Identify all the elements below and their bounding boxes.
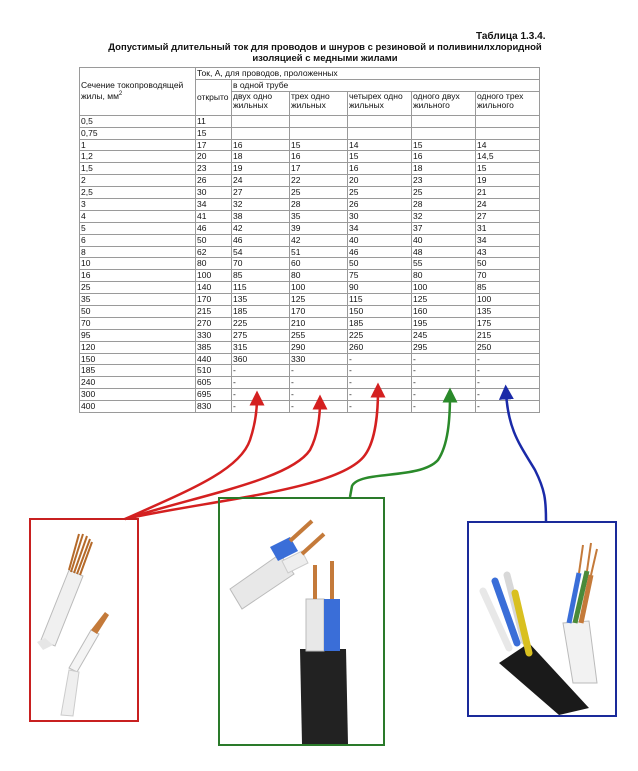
- cell-current: -: [348, 401, 412, 413]
- cell-current: 215: [196, 306, 232, 318]
- cell-section: 16: [80, 270, 196, 282]
- cell-current: 115: [232, 282, 290, 294]
- two-core-cable-image: [220, 499, 383, 744]
- cell-current: 62: [196, 246, 232, 258]
- cell-current: 150: [348, 306, 412, 318]
- cell-current: 85: [232, 270, 290, 282]
- cell-current: 330: [196, 329, 232, 341]
- cell-current: 26: [348, 199, 412, 211]
- cell-current: 46: [348, 246, 412, 258]
- title-line-1: Допустимый длительный ток для проводов и шнуров с резиновой и поливинилхлоридной: [108, 42, 542, 53]
- cell-current: 41: [196, 210, 232, 222]
- cell-current: 115: [348, 294, 412, 306]
- cell-current: 360: [232, 353, 290, 365]
- cell-current: -: [476, 365, 540, 377]
- cell-current: 270: [196, 317, 232, 329]
- cell-current: 50: [348, 258, 412, 270]
- cell-current: 50: [476, 258, 540, 270]
- cell-current: 90: [348, 282, 412, 294]
- cell-current: 26: [196, 175, 232, 187]
- multi-core-cable-photo-frame: [467, 521, 617, 717]
- cell-current: 830: [196, 401, 232, 413]
- cell-section: 25: [80, 282, 196, 294]
- cell-current: 17: [196, 139, 232, 151]
- cell-current: 24: [232, 175, 290, 187]
- cell-current: 14: [476, 139, 540, 151]
- cell-current: -: [348, 377, 412, 389]
- cell-current: 27: [232, 187, 290, 199]
- multi-core-cable-image: [469, 523, 615, 715]
- cell-current: -: [348, 353, 412, 365]
- cell-current: 15: [290, 139, 348, 151]
- cell-section: 1,5: [80, 163, 196, 175]
- cell-current: 275: [232, 329, 290, 341]
- cell-section: 1: [80, 139, 196, 151]
- cell-current: -: [348, 389, 412, 401]
- cell-current: 16: [412, 151, 476, 163]
- cell-section: 1,2: [80, 151, 196, 163]
- cell-current: 510: [196, 365, 232, 377]
- cell-current: 16: [348, 163, 412, 175]
- cell-current: 440: [196, 353, 232, 365]
- cell-current: 225: [232, 317, 290, 329]
- cell-current: 225: [348, 329, 412, 341]
- cell-current: 50: [196, 234, 232, 246]
- cell-current: 34: [476, 234, 540, 246]
- cell-current: 605: [196, 377, 232, 389]
- header-in-one-pipe: в одной трубе: [232, 79, 540, 91]
- two-core-cable-photo-frame: [218, 497, 385, 746]
- cell-section: 2: [80, 175, 196, 187]
- cell-current: 34: [196, 199, 232, 211]
- cell-section: 3: [80, 199, 196, 211]
- cell-current: 27: [476, 210, 540, 222]
- cell-current: -: [290, 377, 348, 389]
- cell-current: 250: [476, 341, 540, 353]
- header-one-two-core: одного двух жильного: [412, 91, 476, 115]
- cell-current: 185: [348, 317, 412, 329]
- cell-section: 300: [80, 389, 196, 401]
- cell-current: -: [412, 353, 476, 365]
- cell-current: 46: [232, 234, 290, 246]
- cell-current: 19: [476, 175, 540, 187]
- cell-current: 22: [290, 175, 348, 187]
- cell-current: 125: [412, 294, 476, 306]
- cell-current: -: [412, 377, 476, 389]
- cell-current: -: [290, 401, 348, 413]
- cell-current: 23: [412, 175, 476, 187]
- cell-current: 30: [196, 187, 232, 199]
- cell-current: 75: [348, 270, 412, 282]
- cell-current: -: [348, 365, 412, 377]
- cell-current: 14,5: [476, 151, 540, 163]
- cell-current: 32: [412, 210, 476, 222]
- cell-current: 18: [412, 163, 476, 175]
- cell-current: 25: [290, 187, 348, 199]
- cell-current: 290: [290, 341, 348, 353]
- cell-current: -: [232, 401, 290, 413]
- cell-current: 15: [412, 139, 476, 151]
- cell-current: 23: [196, 163, 232, 175]
- header-open: открыто: [196, 79, 232, 115]
- cell-current: 80: [196, 258, 232, 270]
- cell-current: 16: [232, 139, 290, 151]
- cell-current: -: [476, 401, 540, 413]
- cell-current: 135: [476, 306, 540, 318]
- cell-current: 18: [232, 151, 290, 163]
- cell-current: 80: [412, 270, 476, 282]
- title-line-2: изоляцией с медными жилами: [252, 53, 398, 64]
- cell-current: 40: [348, 234, 412, 246]
- header-two-single: двух одно жильных: [232, 91, 290, 115]
- cell-current: 70: [232, 258, 290, 270]
- cell-section: 185: [80, 365, 196, 377]
- cell-current: 11: [196, 115, 232, 127]
- cell-current: 15: [196, 127, 232, 139]
- cell-current: 70: [476, 270, 540, 282]
- cell-current: 160: [412, 306, 476, 318]
- cell-current: 60: [290, 258, 348, 270]
- cell-current: 40: [412, 234, 476, 246]
- header-three-single: трех одно жильных: [290, 91, 348, 115]
- cell-section: 50: [80, 306, 196, 318]
- cell-current: 125: [290, 294, 348, 306]
- cell-current: 17: [290, 163, 348, 175]
- cell-current: 100: [476, 294, 540, 306]
- cell-current: 16: [290, 151, 348, 163]
- cell-current: 19: [232, 163, 290, 175]
- cell-current: 54: [232, 246, 290, 258]
- cell-section: 5: [80, 222, 196, 234]
- cell-current: -: [476, 353, 540, 365]
- cell-current: 46: [196, 222, 232, 234]
- cell-current: 32: [232, 199, 290, 211]
- cell-current: 170: [196, 294, 232, 306]
- cell-section: 8: [80, 246, 196, 258]
- cell-current: 255: [290, 329, 348, 341]
- cell-current: 21: [476, 187, 540, 199]
- cell-current: 215: [476, 329, 540, 341]
- table-number: Таблица 1.3.4.: [476, 31, 546, 42]
- cell-current: -: [476, 389, 540, 401]
- header-section: Сечение токопроводящей жилы, $мм^2$: [80, 68, 196, 116]
- cell-section: 0,5: [80, 115, 196, 127]
- cell-current: 25: [412, 187, 476, 199]
- cell-current: 330: [290, 353, 348, 365]
- cell-current: 175: [476, 317, 540, 329]
- cell-current: 20: [196, 151, 232, 163]
- cell-current: 24: [476, 199, 540, 211]
- cell-current: 38: [232, 210, 290, 222]
- cell-current: 315: [232, 341, 290, 353]
- cell-current: 245: [412, 329, 476, 341]
- blue-arrow: [506, 392, 546, 521]
- cell-current: 48: [412, 246, 476, 258]
- cell-current: 100: [196, 270, 232, 282]
- cell-current: 35: [290, 210, 348, 222]
- header-one-three-core: одного трех жильного: [476, 91, 540, 115]
- cell-current: 15: [348, 151, 412, 163]
- cell-section: 6: [80, 234, 196, 246]
- single-core-wire-image: [31, 520, 137, 720]
- cell-section: 120: [80, 341, 196, 353]
- cell-section: 35: [80, 294, 196, 306]
- cell-current: 31: [476, 222, 540, 234]
- cell-current: 100: [290, 282, 348, 294]
- cell-current: -: [412, 401, 476, 413]
- cell-current: 42: [290, 234, 348, 246]
- cell-section: 95: [80, 329, 196, 341]
- cell-current: 42: [232, 222, 290, 234]
- cell-section: 10: [80, 258, 196, 270]
- cell-current: 295: [412, 341, 476, 353]
- cell-section: 2,5: [80, 187, 196, 199]
- header-current: Ток, А, для проводов, проложенных: [196, 68, 540, 80]
- cell-current: 39: [290, 222, 348, 234]
- cell-current: 34: [348, 222, 412, 234]
- cell-current: 15: [476, 163, 540, 175]
- cell-current: 25: [348, 187, 412, 199]
- cell-current: 28: [412, 199, 476, 211]
- cell-current: 51: [290, 246, 348, 258]
- cell-current: 43: [476, 246, 540, 258]
- cell-section: 0,75: [80, 127, 196, 139]
- cell-current: 260: [348, 341, 412, 353]
- cell-current: 55: [412, 258, 476, 270]
- cell-current: 30: [348, 210, 412, 222]
- cell-current: 385: [196, 341, 232, 353]
- cell-current: 100: [412, 282, 476, 294]
- cell-current: -: [476, 377, 540, 389]
- cell-current: 85: [476, 282, 540, 294]
- cell-current: 210: [290, 317, 348, 329]
- cell-section: 400: [80, 401, 196, 413]
- header-four-single: четырех одно жильных: [348, 91, 412, 115]
- cell-section: 240: [80, 377, 196, 389]
- cell-current: 170: [290, 306, 348, 318]
- cell-current: -: [412, 365, 476, 377]
- cell-current: -: [290, 389, 348, 401]
- cell-current: 14: [348, 139, 412, 151]
- cell-current: 140: [196, 282, 232, 294]
- cell-current: 695: [196, 389, 232, 401]
- cell-current: 185: [232, 306, 290, 318]
- cell-current: -: [290, 365, 348, 377]
- cell-current: 135: [232, 294, 290, 306]
- single-core-wire-photo-frame: [29, 518, 139, 722]
- cell-current: 20: [348, 175, 412, 187]
- cell-current: -: [232, 365, 290, 377]
- cell-current: 28: [290, 199, 348, 211]
- cell-current: -: [232, 377, 290, 389]
- cell-current: 195: [412, 317, 476, 329]
- cell-section: 150: [80, 353, 196, 365]
- cell-current: -: [412, 389, 476, 401]
- cell-section: 70: [80, 317, 196, 329]
- cell-current: 37: [412, 222, 476, 234]
- cell-current: 80: [290, 270, 348, 282]
- green-arrow: [350, 395, 450, 497]
- cell-section: 4: [80, 210, 196, 222]
- cell-current: -: [232, 389, 290, 401]
